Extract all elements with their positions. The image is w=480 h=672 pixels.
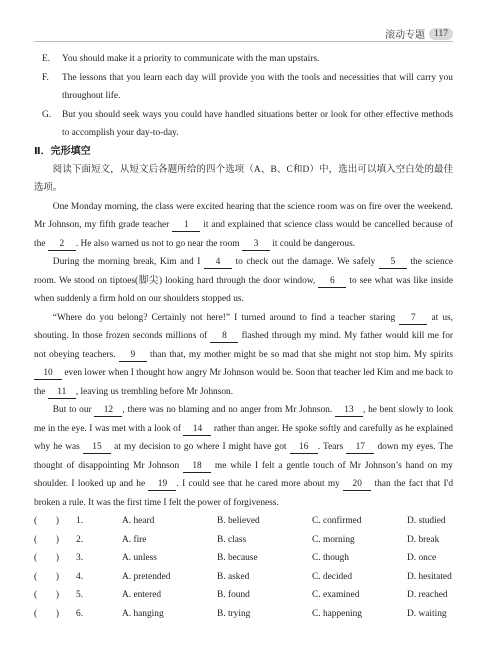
blank-16: 16 — [290, 442, 318, 454]
answer-paren: ( ) — [34, 553, 59, 563]
passage-paragraph-2: During the morning break, Kim and I 4 to check out the damage. We safely 5 the science room. We stood on tiptoes(脚尖) looking hard through the door window, 6 to see what was like inside when suddenly a firm hold on our shoulders stopped us. — [34, 257, 454, 304]
option-e: E. You should make it a priority to communicate with the man upstairs. — [42, 54, 320, 64]
question-row: ( ) 5. A. entered B. found C. examined D. reached — [34, 586, 453, 605]
page-number: 117 — [429, 28, 453, 40]
blank-18: 18 — [183, 461, 211, 473]
blank-20: 20 — [343, 479, 371, 491]
header-title: 滚动专题 — [385, 30, 426, 41]
blank-11: 11 — [48, 387, 76, 399]
answer-paren: ( ) — [34, 534, 59, 545]
answer-paren: ( ) — [34, 608, 59, 619]
blank-2: 2 — [48, 239, 76, 251]
blank-4: 4 — [204, 257, 232, 269]
blank-7: 7 — [399, 313, 427, 325]
blank-13: 13 — [335, 405, 363, 417]
blank-9: 9 — [119, 350, 147, 362]
passage-paragraph-1: One Monday morning, the class were excited hearing that the science room was on fire over the weekend. Mr Johnson, my fifth grade teacher 1 it and explained that science class would be cancelled because of the 2 . He also warned us not to go near the room 3 it could be dangerous. — [34, 201, 454, 249]
question-row: ( ) 4. A. pretended B. asked C. decided D. hesitated — [34, 568, 453, 587]
question-row: ( ) 1. A. heard B. believed C. confirmed D. studied — [34, 512, 453, 531]
question-row: ( ) 2. A. fire B. class C. morning D. break — [34, 531, 453, 550]
page-header — [385, 26, 453, 41]
question-row: ( ) 6. A. hanging B. trying C. happening D. waiting — [34, 605, 453, 624]
blank-19: 19 — [148, 479, 176, 491]
blank-17: 17 — [346, 442, 374, 454]
blank-14: 14 — [183, 424, 211, 436]
passage-paragraph-3: “Where do you belong? Certainly not here!” I turned around to find a teacher staring 7 at us, shouting. In those frozen seconds millions of 8 flashed through my mind. My father would kill me for not obeying teachers. 9 than that, my mother might be so mad that she might not stop him. My spirits 10 even lower when I thought how angry Mr Johnson would be. Soon that teacher led Kim and me back to the 11 , leaving us trembling before Mr Johnson. — [34, 312, 454, 397]
header-rule — [34, 41, 453, 42]
passage-paragraph-4: But to our 12 , there was no blaming and no anger from Mr Johnson. 13 , he bent slowly to look me in the eye. I was met with a look of 14 rather than anger. He spoke softly and carefully as he explained why he was 15 at my decision to go where I might have got 16 . Tears 17 down my eyes. The thought of disappointing Mr Johnson 18 me while I felt a gentle touch of Mr Johnson’s hand on my shoulder. I looked up and he 19 . I could see that he cared more about my 20 than the fact that I'd broken a rule. It was the first time I felt the power of forgiveness. — [34, 405, 454, 508]
blank-1: 1 — [172, 220, 200, 232]
option-f: F. The lessons that you learn each day will provide you with the tools and necessities that will carry you throughout life. — [42, 72, 453, 101]
blank-3: 3 — [242, 239, 270, 251]
section-instruction: 阅读下面短文，从短文后各题所给的四个选项（A、B、C和D）中，选出可以填入空白处的最佳选项。 — [34, 164, 453, 193]
answer-paren: ( ) — [34, 571, 59, 582]
question-list — [34, 512, 453, 623]
page-content — [34, 50, 453, 623]
blank-5: 5 — [379, 257, 407, 269]
section-title: Ⅱ．完形填空 — [34, 145, 91, 157]
blank-8: 8 — [210, 331, 238, 343]
question-row: ( ) 3. A. unless B. because C. though D. once — [34, 549, 453, 568]
option-g: G. But you should seek ways you could have handled situations better or look for other effective methods to accomplish your day-to-day. — [42, 109, 453, 138]
answer-paren: ( ) — [34, 516, 59, 526]
blank-12: 12 — [94, 405, 122, 417]
blank-15: 15 — [83, 442, 111, 454]
blank-10: 10 — [34, 368, 62, 380]
answer-paren: ( ) — [34, 590, 59, 600]
blank-6: 6 — [318, 276, 346, 288]
